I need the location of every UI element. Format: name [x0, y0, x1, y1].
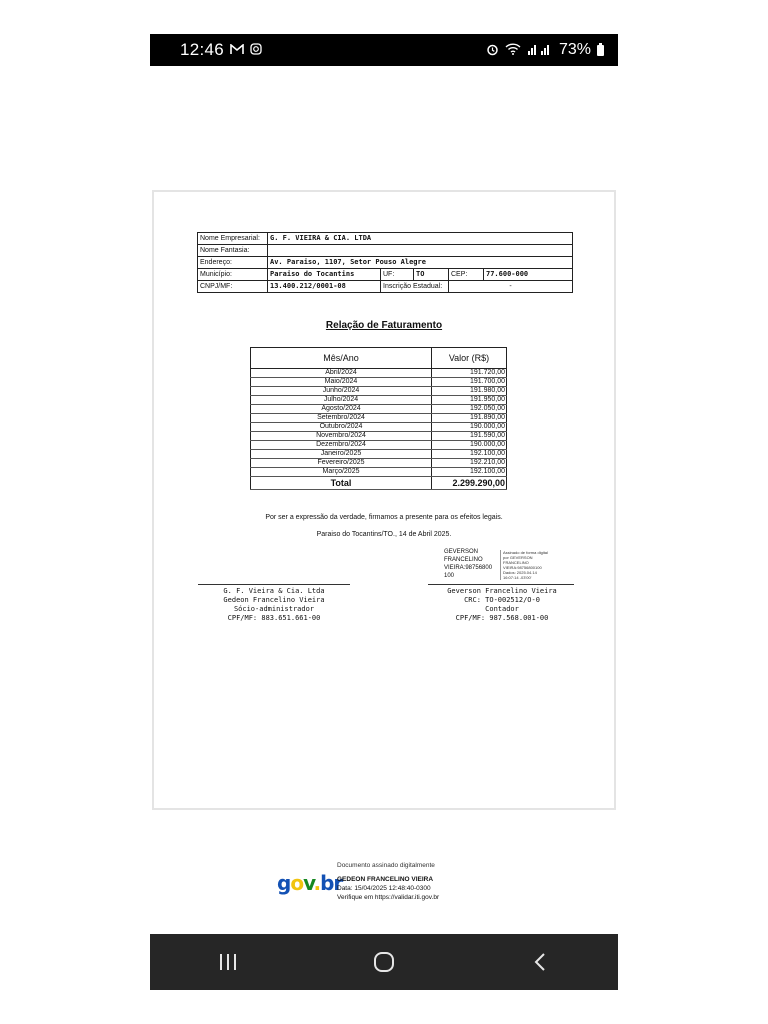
value-header: Valor (R$)	[432, 348, 507, 369]
right-sig-name: Geverson Francelino Vieira	[447, 587, 557, 595]
right-sig-role: Contador	[485, 605, 519, 613]
company-info-table	[197, 232, 573, 293]
total-value: 2.299.290,00	[432, 477, 507, 490]
ie-value: -	[449, 281, 573, 293]
table-row	[251, 432, 507, 441]
uf-label: UF:	[381, 269, 414, 281]
right-sig-crc: CRC: TO-002512/O-0	[464, 596, 540, 604]
value-cell: 192.100,00	[432, 468, 507, 477]
back-icon[interactable]	[510, 942, 570, 982]
left-sig-name: Gedeon Francelino Vieira	[223, 596, 325, 604]
value-cell: 191.720,00	[432, 369, 507, 378]
month-cell: Março/2025	[251, 468, 432, 477]
name-label: Nome Empresarial:	[198, 233, 268, 245]
city-label: Município:	[198, 269, 268, 281]
value-cell: 191.950,00	[432, 396, 507, 405]
table-row	[251, 423, 507, 432]
value-cell: 192.050,00	[432, 405, 507, 414]
month-cell: Junho/2024	[251, 387, 432, 396]
cep-value: 77.600-000	[484, 269, 573, 281]
value-cell: 191.980,00	[432, 387, 507, 396]
value-cell: 191.700,00	[432, 378, 507, 387]
right-sig-cpf: CPF/MF: 987.568.001-00	[455, 614, 549, 622]
place-date: Paraiso do Tocantins/TO., 14 de Abril 2025.	[316, 531, 452, 538]
city-value: Paraiso do Tocantins	[268, 269, 381, 281]
report-title: Relação de Faturamento	[325, 320, 443, 331]
cep-label: CEP:	[449, 269, 484, 281]
table-row	[251, 441, 507, 450]
table-row	[251, 414, 507, 423]
instagram-icon	[250, 43, 262, 57]
phone-screen	[150, 34, 618, 990]
digital-signature-stamp	[444, 548, 584, 582]
cnpj-value: 13.400.212/0001-08	[268, 281, 381, 293]
month-cell: Julho/2024	[251, 396, 432, 405]
gmail-icon	[230, 44, 244, 57]
digital-signature-note: Assinado de forma digital por GEVERSON FRANCELINO VIEIRA:98756800100 Dados: 2025.04.14 16:07:14 -03'00'	[500, 550, 548, 580]
total-label: Total	[251, 477, 432, 490]
govbr-logo: gov.br	[277, 871, 343, 895]
month-cell: Abril/2024	[251, 369, 432, 378]
recent-apps-icon[interactable]	[198, 942, 258, 982]
address-value: Av. Paraiso, 1107, Setor Pouso Alegre	[268, 257, 573, 269]
month-cell: Agosto/2024	[251, 405, 432, 414]
wifi-icon	[505, 43, 521, 57]
table-row	[251, 396, 507, 405]
value-cell: 192.100,00	[432, 450, 507, 459]
value-cell: 191.590,00	[432, 432, 507, 441]
navigation-bar	[150, 934, 618, 990]
status-bar	[150, 34, 618, 66]
right-signatory	[422, 587, 582, 623]
uf-value: TO	[414, 269, 449, 281]
govbr-line1: Documento assinado digitalmente	[337, 862, 435, 869]
month-cell: Setembro/2024	[251, 414, 432, 423]
table-row	[251, 387, 507, 396]
digital-signature-name: GEVERSON FRANCELINO VIEIRA:98756800 100	[444, 549, 493, 579]
govbr-signer: GEDEON FRANCELINO VIEIRA	[337, 876, 434, 883]
document-page	[152, 190, 616, 810]
table-row	[251, 369, 507, 378]
total-row	[251, 477, 507, 490]
value-cell: 191.890,00	[432, 414, 507, 423]
battery-percent: 73%	[558, 41, 591, 58]
left-sig-company: G. F. Vieira & Cia. Ltda	[223, 587, 325, 595]
month-cell: Fevereiro/2025	[251, 459, 432, 468]
month-cell: Janeiro/2025	[251, 450, 432, 459]
address-label: Endereço:	[198, 257, 268, 269]
ie-label: Inscrição Estadual:	[381, 281, 449, 293]
alarm-icon	[486, 43, 499, 58]
battery-icon	[597, 43, 604, 58]
govbr-signature-footer	[277, 859, 477, 903]
value-cell: 190.000,00	[432, 423, 507, 432]
left-signatory	[194, 587, 354, 623]
left-sig-role: Sócio-administrador	[233, 605, 315, 613]
table-row	[251, 405, 507, 414]
value-cell: 190.000,00	[432, 441, 507, 450]
table-row	[251, 378, 507, 387]
table-row	[251, 468, 507, 477]
home-icon[interactable]	[354, 942, 414, 982]
month-cell: Maio/2024	[251, 378, 432, 387]
month-cell: Novembro/2024	[251, 432, 432, 441]
table-row	[251, 459, 507, 468]
month-header: Mês/Ano	[251, 348, 432, 369]
revenue-table	[250, 347, 507, 490]
fantasia-label: Nome Fantasia:	[198, 245, 268, 257]
status-time: 12:46	[180, 40, 225, 59]
signal-icon	[527, 43, 553, 57]
value-cell: 192.210,00	[432, 459, 507, 468]
cnpj-label: CNPJ/MF:	[198, 281, 268, 293]
right-signature-line	[428, 584, 574, 585]
month-cell: Outubro/2024	[251, 423, 432, 432]
govbr-date: Data: 15/04/2025 12:48:40-0300	[337, 885, 431, 892]
table-row	[251, 450, 507, 459]
left-sig-cpf: CPF/MF: 883.651.661-00	[227, 614, 321, 622]
statement-text: Por ser a expressão da verdade, firmamos a presente para os efeitos legais.	[265, 514, 503, 521]
left-signature-line	[198, 584, 350, 585]
fantasia-value	[268, 245, 573, 257]
govbr-verify: Verifique em https://validar.iti.gov.br	[337, 894, 440, 901]
month-cell: Dezembro/2024	[251, 441, 432, 450]
company-name: G. F. VIEIRA & CIA. LTDA	[268, 233, 573, 245]
